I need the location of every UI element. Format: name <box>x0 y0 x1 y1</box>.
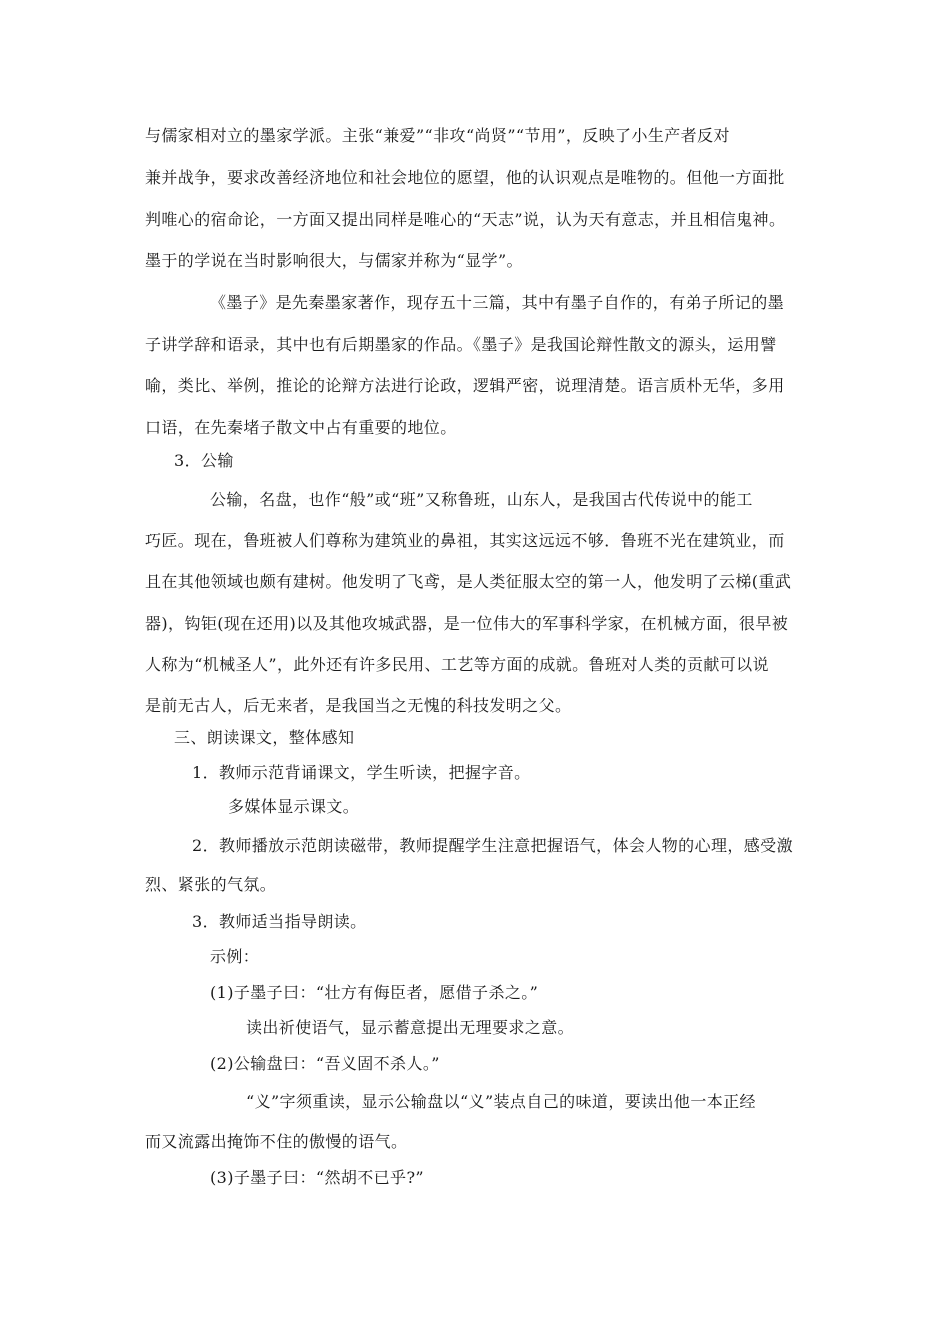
gongshu-line-2: 巧匠。现在，鲁班被人们尊称为建筑业的鼻祖，其实这远远不够．鲁班不光在建筑业，而 <box>145 531 785 550</box>
mozi-book-line-2: 子讲学辞和语录，其中也有后期墨家的作品。《墨子》是我国论辩性散文的源头，运用譬 <box>145 335 777 354</box>
mozi-school-line-4: 墨于的学说在当时影响很大，与儒家并称为“显学”。 <box>145 251 523 270</box>
mozi-school-line-2: 兼并战争，要求改善经济地位和社会地位的愿望，他的认识观点是唯物的。但他一方面批 <box>145 168 785 187</box>
gongshu-line-6: 是前无古人，后无来者，是我国当之无愧的科技发明之父。 <box>145 696 572 715</box>
example-1-quote: (1)子墨子曰：“壮方有侮臣者，愿借子杀之。” <box>210 983 539 1002</box>
mozi-book-line-3: 喻，类比、举例，推论的论辩方法进行论政，逻辑严密，说理清楚。语言质朴无华，多用 <box>145 376 785 395</box>
step-2-line-2: 烈、紧张的气氛。 <box>145 875 277 894</box>
gongshu-line-3: 且在其他领域也颇有建树。他发明了飞鸢，是人类征服太空的第一人，他发明了云梯(重武 <box>145 572 792 591</box>
example-2-note-line-1: “义”字须重读，显示公输盘以“义”装点自己的味道，要读出他一本正经 <box>246 1092 756 1111</box>
mozi-school-line-3: 判唯心的宿命论，一方面又提出同样是唯心的“天志”说，认为天有意志，并且相信鬼神。 <box>145 210 786 229</box>
gongshu-line-4: 器)，钩钜(现在还用)以及其他攻城武器，是一位伟大的军事科学家，在机械方面，很早被 <box>145 614 789 633</box>
step-2-line-1: 2．教师播放示范朗读磁带，教师提醒学生注意把握语气，体会人物的心理，感受激 <box>192 836 793 855</box>
example-2-quote: (2)公输盘曰：“吾义固不杀人。” <box>210 1054 440 1073</box>
gongshu-line-5: 人称为“机械圣人”，此外还有许多民用、工艺等方面的成就。鲁班对人类的贡献可以说 <box>145 655 769 674</box>
step-1: 1．教师示范背诵课文，学生听读，把握字音。 <box>192 763 531 782</box>
step-1-note: 多媒体显示课文。 <box>228 797 360 816</box>
example-3-quote: (3)子墨子曰：“然胡不已乎?” <box>210 1168 425 1187</box>
section-3-heading: 三、朗读课文，整体感知 <box>174 728 355 747</box>
example-label: 示例： <box>210 947 260 966</box>
example-2-note-line-2: 而又流露出掩饰不住的傲慢的语气。 <box>145 1132 408 1151</box>
gongshu-line-1: 公输，名盘，也作“般”或“班”又称鲁班，山东人，是我国古代传说中的能工 <box>210 490 753 509</box>
step-3: 3．教师适当指导朗读。 <box>192 912 367 931</box>
mozi-book-line-4: 口语，在先秦堵子散文中占有重要的地位。 <box>145 418 457 437</box>
mozi-book-line-1: 《墨子》是先秦墨家著作，现存五十三篇，其中有墨子自作的，有弟子所记的墨 <box>210 293 785 312</box>
gongshu-heading: 3．公输 <box>174 451 234 470</box>
example-1-note: 读出祈使语气，显示蓄意提出无理要求之意。 <box>246 1018 575 1037</box>
mozi-school-line-1: 与儒家相对立的墨家学派。主张“兼爱”“非攻“尚贤”“节用”，反映了小生产者反对 <box>145 126 730 145</box>
